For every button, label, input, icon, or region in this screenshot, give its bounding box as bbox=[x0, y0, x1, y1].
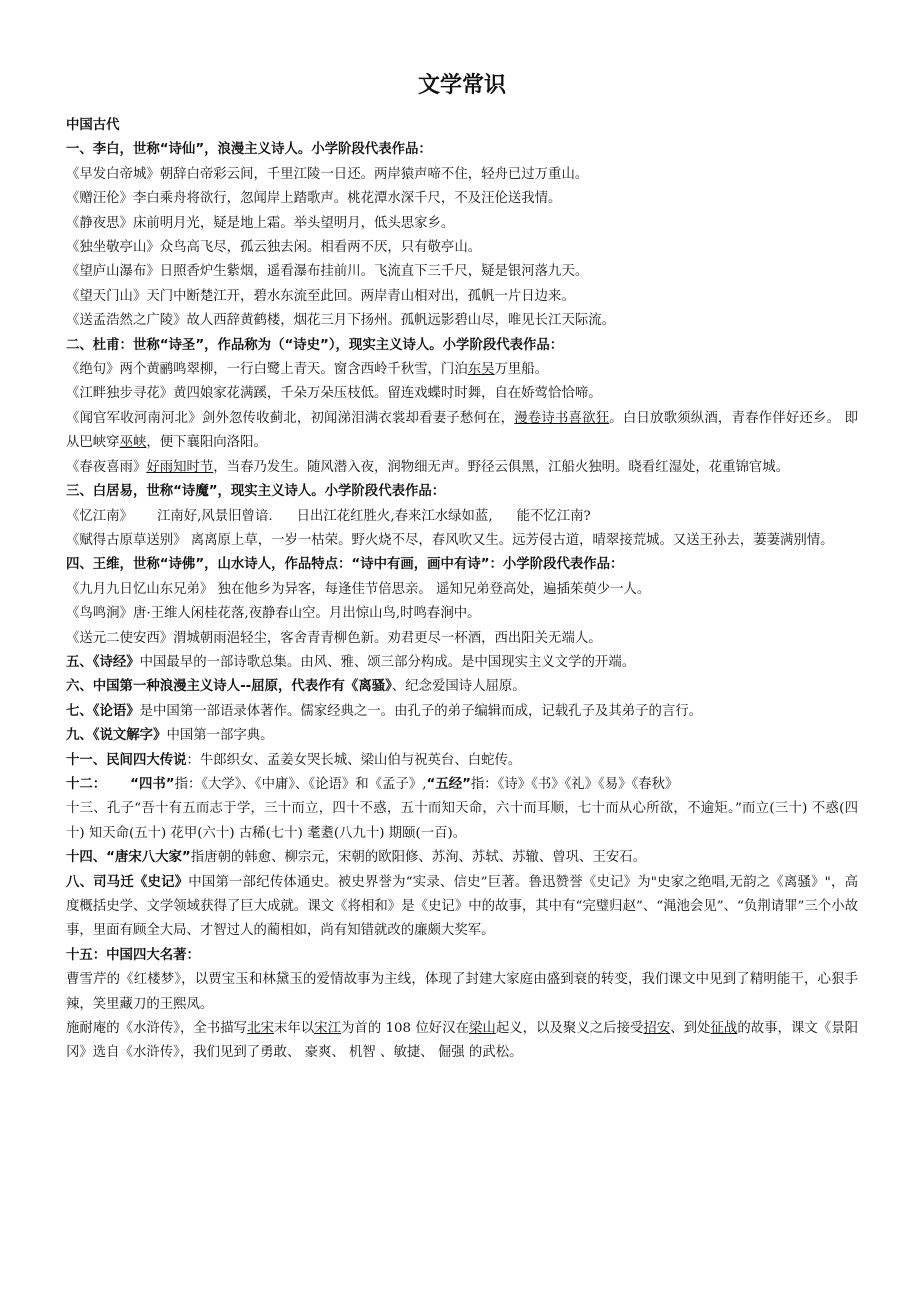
poem-paragraph: 《春夜喜雨》好雨知时节，当春乃发生。随风潜入夜，润物细无声。野径云俱黑，江船火独明。晓看红湿处，花重锦官城。 bbox=[66, 459, 790, 475]
poem-line: 《鸟鸣涧》唐·王维人闲桂花落,夜静春山空。月出惊山鸟,时鸣春涧中。 bbox=[66, 606, 481, 622]
underlined-text: 北宋 bbox=[247, 1021, 274, 1037]
poem-line: 《望庐山瀑布》日照香炉生紫烟，遥看瀑布挂前川。飞流直下三千尺，疑是银河落九天。 bbox=[66, 264, 589, 280]
legends-item: 十一、民间四大传说：牛郎织女、孟姜女哭长城、梁山伯与祝英台、白蛇传。 bbox=[66, 752, 522, 768]
poem-line: 《九月九日忆山东兄弟》 独在他乡为异客，每逢佳节倍思亲。 遥知兄弟登高处，遍插茱萸少一人。 bbox=[66, 581, 651, 597]
underlined-text: 漫卷诗书喜欲狂 bbox=[514, 410, 610, 426]
underlined-text: 招安 bbox=[643, 1021, 671, 1037]
underlined-text: 巫峡 bbox=[119, 435, 147, 451]
shuowen-item: 九、《说文解字》中国第一部字典。 bbox=[66, 728, 274, 744]
underlined-text: 梁山 bbox=[469, 1021, 496, 1037]
shiji-item: 八、司马迁《史记》中国第一部纪传体通史。被史界誉为“实录、信史”巨著。鲁迅赞誉《史记》为"史家之绝唱,无韵之《离骚》"，高度概括史学、文学领域获得了巨大成就。课文《将相和》是《史记》中的故事，其中有“完璧归赵”、“渑池会见”、“负荆请罪”三个小故事，里面有顾全大局、才智过人的蔺相如，尚有知错就改的廉颇大奖军。 bbox=[66, 874, 858, 939]
poem-line: 《送元二使安西》渭城朝雨浥轻尘，客舍青青柳色新。劝君更尽一杯酒，西出阳关无端人。 bbox=[66, 630, 602, 646]
poem-line: 《送孟浩然之广陵》故人西辞黄鹤楼，烟花三月下扬州。孤帆远影碧山尽，唯见长江天际流。 bbox=[66, 313, 616, 329]
poem-paragraph: 《赋得古原草送别》 离离原上草，一岁一枯荣。野火烧不尽，春风吹又生。远芳侵古道，晴翠接荒城。又送王孙去，萋萋满别情。 bbox=[66, 532, 834, 548]
tangsong-item: 十四、“唐宋八大家”指唐朝的韩愈、柳宗元，宋朝的欧阳修、苏洵、苏轼、苏辙、曾巩、王安石。 bbox=[66, 850, 647, 866]
underlined-text: 东吴 bbox=[467, 362, 495, 378]
underlined-text: 好雨知时节 bbox=[146, 459, 214, 475]
baijuyi-heading: 三、白居易，世称“诗魔”，现实主义诗人。小学阶段代表作品： bbox=[66, 484, 446, 500]
libai-heading: 一、李白，世称“诗仙”，浪漫主义诗人。小学阶段代表作品： bbox=[66, 142, 432, 158]
poem-line: 《独坐敬亭山》众鸟高飞尽，孤云独去闲。相看两不厌，只有敬亭山。 bbox=[66, 240, 482, 256]
poem-line: 《望天门山》天门中断楚江开，碧水东流至此回。两岸青山相对出，孤帆一片日边来。 bbox=[66, 288, 575, 304]
poem-paragraph: 《闻官军收河南河北》剑外忽传收蓟北，初闻涕泪满衣裳却看妻子愁何在，漫卷诗书喜欲狂。白日放歌须纵酒，青春作伴好还乡。 即从巴峡穿巫峡，便下襄阳向洛阳。 bbox=[66, 410, 859, 451]
quyuan-item: 六、中国第一种浪漫主义诗人--屈原，代表作有《离骚》、纪念爱国诗人屈原。 bbox=[66, 679, 526, 695]
dufu-heading: 二、杜甫：世称“诗圣”，作品称为（“诗史”），现实主义诗人。小学阶段代表作品： bbox=[66, 337, 564, 353]
section-heading: 中国古代 bbox=[66, 118, 120, 133]
page-title: 文学常识 bbox=[417, 73, 506, 98]
underlined-text: 征战 bbox=[710, 1021, 738, 1037]
lunyu-item: 七、《论语》是中国第一部语录体著作。儒家经典之一。由孔子的弟子编辑而成，记载孔子及其弟子的言行。 bbox=[66, 703, 703, 719]
sishu-wujing-item: 十二： “四书”指：《大学》、《中庸》、《论语》和《孟子》,“五经”指：《诗》《书》《礼》《易》《春秋》 bbox=[66, 776, 679, 792]
shijing-item: 五、《诗经》中国最早的一部诗歌总集。由风、雅、颂三部分构成。是中国现实主义文学的开端。 bbox=[66, 654, 636, 670]
poem-line: 《静夜思》床前明月光，疑是地上霜。举头望明月，低头思家乡。 bbox=[66, 215, 455, 231]
shuihu-paragraph: 施耐庵的《水浒传》，全书描写北宋末年以宋江为首的 108 位好汉在梁山起义，以及聚义之后接受招安、到处征战的故事，课文《景阳冈》选自《水浒传》，我们见到了勇敢、 豪爽、 机智 、敏捷、 倔强 的武松。 bbox=[66, 1021, 859, 1061]
underlined-text: 宋江 bbox=[314, 1021, 341, 1037]
poem-line: 《赠汪伦》李白乘舟将欲行，忽闻岸上踏歌声。桃花潭水深千尺，不及汪伦送我情。 bbox=[66, 191, 562, 207]
honglou-paragraph: 曹雪芹的《红楼梦》，以贾宝玉和林黛玉的爱情故事为主线，体现了封建大家庭由盛到衰的转变，我们课文中见到了精明能干，心狠手辣，笑里藏刀的王熙凤。 bbox=[66, 972, 858, 1012]
confucius-item: 十三、孔子“吾十有五而志于学，三十而立，四十不惑，五十而知天命，六十而耳顺，七十而从心所欲，不逾矩。”而立(三十) 不惑(四十) 知天命(五十) 花甲(六十) 古稀(七十) 耄耋(八九十) 期颐(一百)。 bbox=[66, 801, 858, 841]
wangwei-heading: 四、王维，世称“诗佛”，山水诗人，作品特点：“诗中有画，画中有诗”：小学阶段代表作品： bbox=[66, 557, 624, 573]
document-page bbox=[66, 70, 858, 1066]
poem-line: 《早发白帝城》朝辞白帝彩云间，千里江陵一日还。两岸猿声啼不住，轻舟已过万重山。 bbox=[66, 166, 589, 182]
poem-line: 《绝句》两个黄鹂鸣翠柳，一行白鹭上青天。窗含西岭千秋雪，门泊东吴万里船。 bbox=[66, 362, 549, 378]
mingzhu-heading: 十五：中国四大名著： bbox=[66, 947, 200, 963]
poem-line: 《忆江南》 江南好,风景旧曾谙. 日出江花红胜火,春来江水绿如蓝, 能不忆江南? bbox=[66, 508, 591, 524]
poem-line: 《江畔独步寻花》黄四娘家花满蹊，千朵万朵压枝低。留连戏蝶时时舞，自在娇莺恰恰啼。 bbox=[66, 386, 602, 402]
